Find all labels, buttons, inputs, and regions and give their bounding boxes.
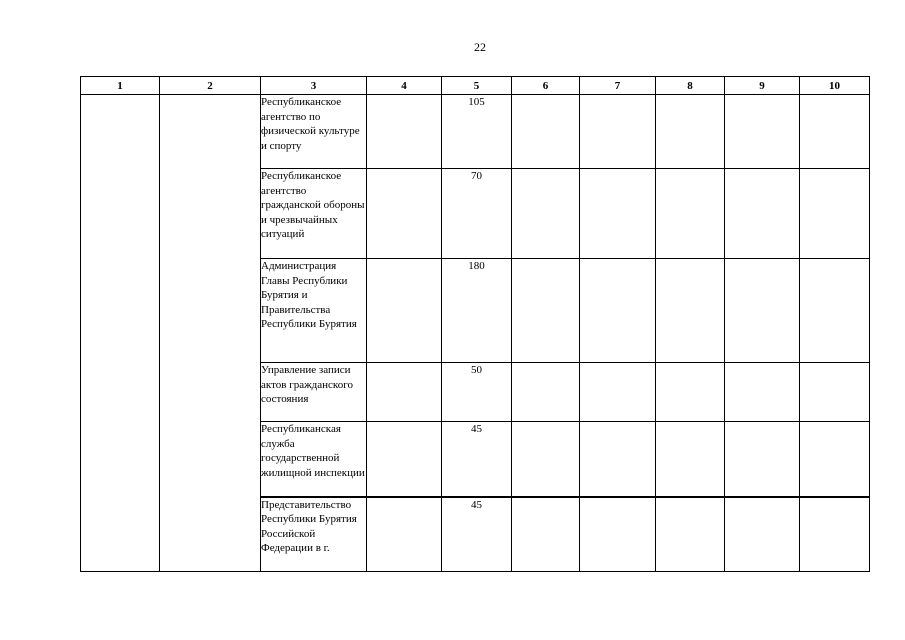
agency-name: Республиканская служба государственной жилищной инспекции [261, 422, 367, 497]
empty-cell [656, 95, 725, 169]
amount-value: 180 [442, 259, 512, 363]
empty-cell [580, 259, 656, 363]
empty-cell [512, 169, 580, 259]
agency-name: Республиканское агентство по физической культуре и спорту [261, 95, 367, 169]
column-header-2: 2 [160, 77, 261, 95]
merged-cell-col-2 [160, 95, 261, 572]
empty-cell [725, 95, 800, 169]
agency-name: Представительство Республики Бурятия Российской Федерации в г. [261, 497, 367, 572]
empty-cell [580, 497, 656, 572]
empty-cell [580, 363, 656, 422]
column-header-3: 3 [261, 77, 367, 95]
empty-cell [656, 169, 725, 259]
empty-cell [367, 497, 442, 572]
page-number: 22 [474, 40, 486, 54]
empty-cell [800, 497, 870, 572]
agency-name: Управление записи актов гражданского состояния [261, 363, 367, 422]
empty-cell [367, 169, 442, 259]
column-header-7: 7 [580, 77, 656, 95]
empty-cell [725, 259, 800, 363]
empty-cell [367, 259, 442, 363]
empty-cell [656, 363, 725, 422]
empty-cell [656, 259, 725, 363]
empty-cell [367, 363, 442, 422]
table-row [81, 95, 870, 169]
empty-cell [512, 422, 580, 497]
empty-cell [367, 422, 442, 497]
empty-cell [800, 169, 870, 259]
empty-cell [656, 497, 725, 572]
amount-value: 50 [442, 363, 512, 422]
empty-cell [580, 422, 656, 497]
agency-name: Республиканское агентство гражданской обороны и чрезвычайных ситуаций [261, 169, 367, 259]
amount-value: 70 [442, 169, 512, 259]
document-table [80, 76, 870, 572]
empty-cell [656, 422, 725, 497]
empty-cell [725, 169, 800, 259]
column-header-6: 6 [512, 77, 580, 95]
column-header-4: 4 [367, 77, 442, 95]
amount-value: 45 [442, 422, 512, 497]
empty-cell [725, 422, 800, 497]
column-header-8: 8 [656, 77, 725, 95]
empty-cell [800, 95, 870, 169]
empty-cell [580, 95, 656, 169]
empty-cell [367, 95, 442, 169]
empty-cell [800, 259, 870, 363]
empty-cell [512, 363, 580, 422]
column-header-1: 1 [81, 77, 160, 95]
amount-value: 45 [442, 497, 512, 572]
empty-cell [512, 497, 580, 572]
column-header-9: 9 [725, 77, 800, 95]
empty-cell [800, 363, 870, 422]
empty-cell [725, 497, 800, 572]
empty-cell [512, 95, 580, 169]
empty-cell [580, 169, 656, 259]
column-header-10: 10 [800, 77, 870, 95]
merged-cell-col-1 [81, 95, 160, 572]
agency-name: Администрация Главы Республики Бурятия и Правительства Республики Бурятия [261, 259, 367, 363]
empty-cell [725, 363, 800, 422]
empty-cell [800, 422, 870, 497]
column-header-5: 5 [442, 77, 512, 95]
empty-cell [512, 259, 580, 363]
header-row [81, 77, 870, 95]
amount-value: 105 [442, 95, 512, 169]
